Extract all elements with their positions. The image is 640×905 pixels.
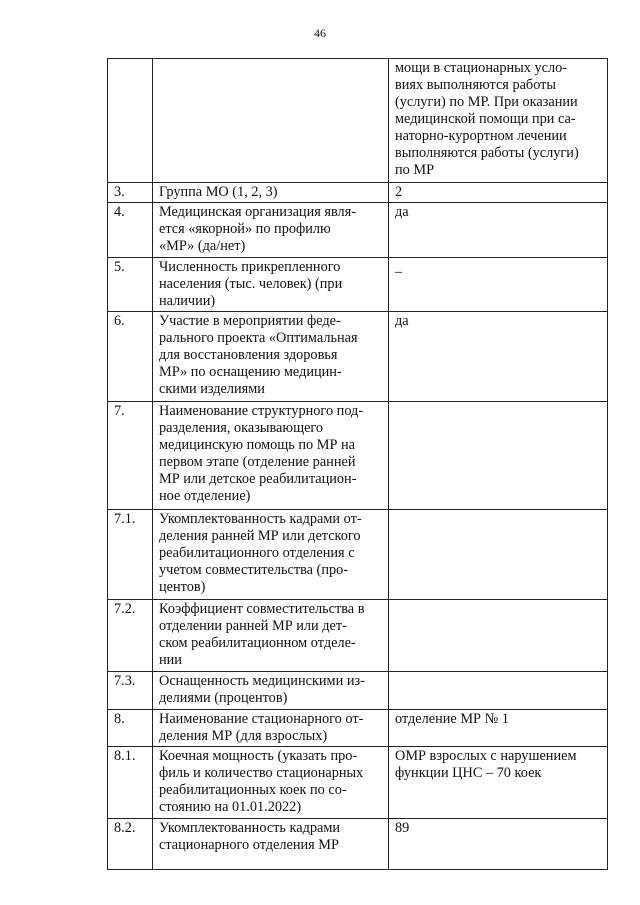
row-indicator: Численность прикрепленного населения (тыс. человек) (при наличии)	[153, 258, 389, 312]
row-value: ОМР взрослых с нарушением функции ЦНС – 70 коек	[389, 747, 608, 819]
table-row	[108, 312, 608, 402]
row-value	[389, 672, 608, 710]
row-value	[389, 600, 608, 672]
row-indicator: Коэффициент совместительства в отделении ранней МР или дет- ском реабилитационном отделе- нии	[153, 600, 389, 672]
row-value: _	[389, 258, 608, 312]
row-value: да	[389, 203, 608, 258]
table-row	[108, 258, 608, 312]
row-indicator: Наименование стационарного от- деления МР (для взрослых)	[153, 710, 389, 747]
table-row	[108, 402, 608, 510]
table-row	[108, 672, 608, 710]
table-row	[108, 183, 608, 203]
row-value: отделение МР № 1	[389, 710, 608, 747]
table-row	[108, 710, 608, 747]
row-number: 4.	[108, 203, 153, 258]
row-number: 6.	[108, 312, 153, 402]
row-number	[108, 59, 153, 183]
row-value: да	[389, 312, 608, 402]
row-value: 89	[389, 819, 608, 870]
row-number: 7.	[108, 402, 153, 510]
row-number: 7.1.	[108, 510, 153, 600]
row-value: мощи в стационарных усло- виях выполняются работы (услуги) по МР. При оказании медицинской помощи при са- наторно-курортном лечении выполняются работы (услуги) по МР	[389, 59, 608, 183]
row-number: 7.3.	[108, 672, 153, 710]
row-indicator: Коечная мощность (указать про- филь и количество стационарных реабилитационных коек по со- стоянию на 01.01.2022)	[153, 747, 389, 819]
row-number: 3.	[108, 183, 153, 203]
data-table	[107, 58, 608, 870]
table-row	[108, 59, 608, 183]
row-indicator: Оснащенность медицинскими из- делиями (процентов)	[153, 672, 389, 710]
row-value	[389, 402, 608, 510]
row-indicator: Группа МО (1, 2, 3)	[153, 183, 389, 203]
table-row	[108, 510, 608, 600]
table-row	[108, 203, 608, 258]
table-row	[108, 819, 608, 870]
row-indicator: Укомплектованность кадрами от- деления ранней МР или детского реабилитационного отделения с учетом совместительства (про- центов)	[153, 510, 389, 600]
row-indicator: Участие в мероприятии феде- рального проекта «Оптимальная для восстановления здоровья МР» по оснащению медицин- скими изделиями	[153, 312, 389, 402]
row-number: 8.1.	[108, 747, 153, 819]
table-row	[108, 747, 608, 819]
row-number: 5.	[108, 258, 153, 312]
row-value	[389, 510, 608, 600]
row-value: 2	[389, 183, 608, 203]
row-number: 7.2.	[108, 600, 153, 672]
page-number: 46	[314, 26, 326, 40]
table-row	[108, 600, 608, 672]
row-number: 8.2.	[108, 819, 153, 870]
row-indicator: Медицинская организация явля- ется «якорной» по профилю «МР» (да/нет)	[153, 203, 389, 258]
row-number: 8.	[108, 710, 153, 747]
row-indicator: Наименование структурного под- разделения, оказывающего медицинскую помощь по МР на первом этапе (отделение ранней МР или детское реабилитацион- ное отделение)	[153, 402, 389, 510]
row-indicator: Укомплектованность кадрами стационарного отделения МР	[153, 819, 389, 870]
row-indicator	[153, 59, 389, 183]
